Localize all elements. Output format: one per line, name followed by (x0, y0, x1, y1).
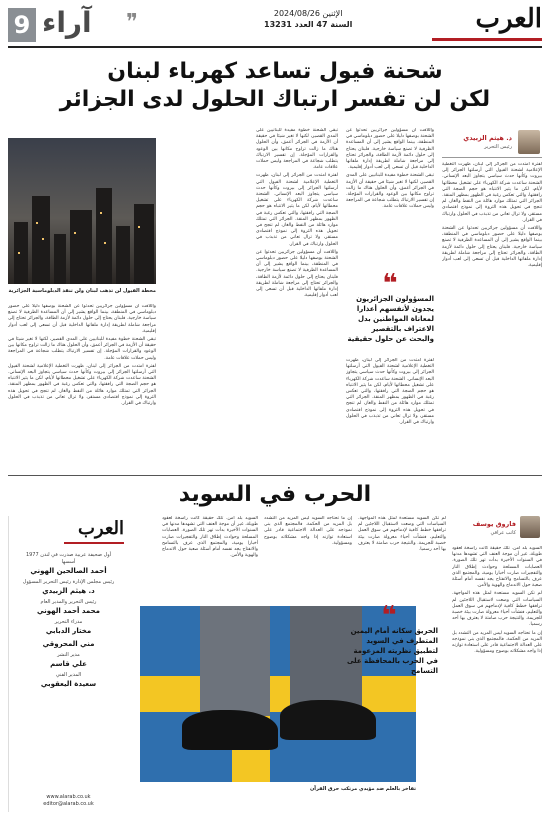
email-link[interactable]: editor@alarab.co.uk (43, 801, 94, 807)
sidebar-role-name: مختار الدبابي (45, 627, 92, 635)
sidebar-logo-underline (64, 542, 124, 544)
pull-quote (346, 269, 434, 344)
sweden-column-4 (162, 516, 258, 600)
photo-caption-2: تفاخر بالعلم ضد مؤيدي مرتكب حرق القرآن (310, 786, 416, 792)
article-column-3 (256, 128, 338, 462)
sweden-column-1 (452, 546, 542, 812)
author-role-2: كاتب عراقي (490, 530, 516, 536)
newspaper-logo: العرب (475, 4, 542, 34)
column-text-repeat: تبقى الشحنة خطوة مفيدة للبنانيين على المدى القصير، لكنها لا تغير شيئا في حقيقة أن الأزمة في الجزائر أعمق، وأن الحلول هناك ما زالت تراوح مكانها بين الوعود والقرارات المؤجلة. إن تفسير الارتباك يتطلب شجاعة في المراجعة وليس حملات علاقات عامة. (346, 173, 434, 210)
column-text-repeat: واللافت أن مسؤولين جزائريين تحدثوا عن الشحنة بوصفها دليلا على حضور دبلوماسي في المنطقة، بينما الواقع يشير إلى أن المساعدة الظرفية لا تصنع سياسة خارجية. فلبنان يحتاج إلى حلول دائمة لأزمة الطاقة، والجزائر تحتاج إلى مراجعة شاملة لطريقة إدارة ملفاتها الداخلية قبل أن تسعى إلى لعب أدوار إقليمية. (442, 226, 542, 269)
sweden-column-3 (264, 516, 352, 600)
sidebar-founder-label: أسسها (61, 559, 76, 565)
column-text: السويد بلد آمن. تلك حقيقة كانت راسخة لعقود طويلة، غير أن موجة العنف التي تشهدها مدنها في السنوات الأخيرة بدأت تهز تلك الصورة. العصابات المسلحة وحوادث إطلاق النار والتفجيرات صارت أخبارا يومية، والمجتمع الذي عرف بالتسامح والانفتاح يجد نفسه أمام أسئلة صعبة حول الاندماج والهوية والأمن. (452, 546, 542, 589)
article-lebanon (8, 128, 542, 468)
author-name: د. هيثم الزبيدي (463, 134, 512, 142)
column-text: واللافت أن مسؤولين جزائريين تحدثوا عن الشحنة بوصفها دليلا على حضور دبلوماسي في المنطقة، بينما الواقع يشير إلى أن المساعدة الظرفية لا تصنع سياسة خارجية. فلبنان يحتاج إلى حلول دائمة لأزمة الطاقة، والجزائر تحتاج إلى مراجعة شاملة لطريقة إدارة ملفاتها الداخلية قبل أن تسعى إلى لعب أدوار إقليمية. (346, 128, 434, 171)
flag-cross-horizontal (140, 676, 416, 712)
column-text-repeat-2: واللافت أن مسؤولين جزائريين تحدثوا عن الشحنة بوصفها دليلا على حضور دبلوماسي في المنطقة، بينما الواقع يشير إلى أن المساعدة الظرفية لا تصنع سياسة خارجية. فلبنان يحتاج إلى حلول دائمة لأزمة الطاقة، والجزائر تحتاج إلى مراجعة شاملة لطريقة إدارة ملفاتها الداخلية قبل أن تسعى إلى لعب أدوار إقليمية. (256, 249, 338, 299)
sidebar-role-label: رئيس مجلس الإدارة رئيس التحرير المسؤول (22, 579, 115, 585)
section-title: آراء (42, 6, 92, 39)
website-link[interactable]: www.alarab.co.uk (46, 794, 91, 800)
leg-left (200, 606, 270, 716)
sidebar-role-name: مني المحروقي (42, 640, 95, 648)
quote-mark-icon: ❝ (382, 269, 398, 299)
column-text-repeat-2: إن ما تحتاجه السويد ليس المزيد من التشدد بل المزيد من الحكمة. فالمجتمع الذي بنى نموذجه على العدالة الاجتماعية قادر على استعادة توازنه إذا واجه مشكلاته بوضوح ومسؤولية. (452, 630, 542, 655)
main-headline (20, 58, 530, 114)
headline-line-1: شحنة فيول تساعد كهرباء لبنان (107, 59, 443, 84)
author-role: رئيس التحرير (484, 144, 512, 150)
pull-quote-2 (340, 601, 438, 676)
column-text-repeat: تبقى الشحنة خطوة مفيدة للبنانيين على المدى القصير، لكنها لا تغير شيئا في حقيقة أن الأزمة في الجزائر أعمق، وأن الحلول هناك ما زالت تراوح مكانها بين الوعود والقرارات المؤجلة. إن تفسير الارتباك يتطلب شجاعة في المراجعة وليس حملات علاقات عامة. (8, 337, 156, 361)
masthead (8, 4, 542, 48)
article-column-4 (8, 304, 156, 462)
author-box (442, 128, 542, 158)
sidebar-role-label: رئيس التحرير والمدير العام (40, 599, 97, 605)
sidebar-role-name: د. هيثم الزبيدي (42, 587, 95, 595)
pull-quote-2-text: الحريق سكانه أمام اليمين المتطرف في السويد لتطبيق نظريته المزعومة في الحرب بالمحافظة على التسامح (346, 627, 438, 675)
sidebar-role-name: محمد أحمد الهوني (37, 607, 100, 615)
column-text: لفترة امتدت من الجزائر إلى لبنان، ظهرت التغطية الإعلامية لشحنة الفيول التي أرسلتها الجزائر إلى بيروت وكأنها حدث سياسي يتجاوز البعد الإنساني. الشحنة ساعدت شركة الكهرباء على تشغيل محطاتها لأيام، لكن ما يثير الانتباه هو حجم الضجة التي رافقتها، والتي تعكس رغبة في الظهور بمظهر المنقذ. الجزائر التي تمتلك موارد هائلة من النفط والغاز، لم تنجح في تحويل هذه الثروة إلى نموذج اقتصادي مستقر، ولا تزال تعاني من تذبذب في الحلول وارتباك في القرار. (442, 162, 542, 223)
column-text: لفترة امتدت من الجزائر إلى لبنان، ظهرت التغطية الإعلامية لشحنة الفيول التي أرسلتها الجزائر إلى بيروت وكأنها حدث سياسي يتجاوز البعد الإنساني. الشحنة ساعدت شركة الكهرباء على تشغيل محطاتها لأيام، لكن ما يثير الانتباه هو حجم الضجة التي رافقتها، والتي تعكس رغبة في الظهور بمظهر المنقذ. الجزائر التي تمتلك موارد هائلة من النفط والغاز، لم تنجح في تحويل هذه الثروة إلى نموذج اقتصادي مستقر، ولا تزال تعاني من تذبذب في الحلول وارتباك في القرار. (346, 358, 434, 426)
sidebar-intro: أول صحيفة عربية صدرت في لندن 1977 (25, 552, 112, 558)
quote-mark-icon: ❝ (381, 601, 397, 631)
author-name-2: فاروق يوسف (472, 520, 516, 528)
column-text: إن ما تحتاجه السويد ليس المزيد من التشدد بل المزيد من الحكمة. فالمجتمع الذي بنى نموذجه على العدالة الاجتماعية قادر على استعادة توازنه إذا واجه مشكلاته بوضوح ومسؤولية. (264, 516, 352, 546)
sidebar-contact (13, 794, 124, 808)
beirut-night-photo (8, 138, 156, 284)
section-divider (8, 475, 542, 476)
sidebar-logo: العرب (77, 518, 124, 539)
author-box-2 (452, 516, 542, 542)
author-photo (518, 130, 540, 154)
author-photo-2 (520, 516, 540, 538)
sidebar-role-name: علي قاسم (50, 660, 87, 668)
sidebar-founder: أحمد الصالحين الهوني (30, 567, 107, 575)
date-line: الإثنين 2024/08/26 (273, 9, 343, 18)
sidebar-role-label: المدير الفني (55, 672, 82, 678)
headline-line-2: لكن لن تفسر ارتباك الحلول لدى الجزائر (59, 87, 491, 112)
pull-quote-text: المسؤولون الجزائريون يجدون لأنفسهم أعذارا لمعاناة المواطنين بدل الاعتراف بالتقصير والبحث عن حلول حقيقية (347, 295, 434, 343)
shoe-left (182, 710, 278, 750)
shoe-right (280, 700, 376, 740)
date-box (264, 8, 352, 30)
column-text-repeat: لفترة امتدت من الجزائر إلى لبنان، ظهرت التغطية الإعلامية لشحنة الفيول التي أرسلتها الجزائر إلى بيروت وكأنها حدث سياسي يتجاوز البعد الإنساني. الشحنة ساعدت شركة الكهرباء على تشغيل محطاتها لأيام، لكن ما يثير الانتباه هو حجم الضجة التي رافقتها، والتي تعكس رغبة في الظهور بمظهر المنقذ. الجزائر التي تمتلك موارد هائلة من النفط والغاز، لم تنجح في تحويل هذه الثروة إلى نموذج اقتصادي مستقر، ولا تزال تعاني من تذبذب في الحلول وارتباك في القرار. (256, 173, 338, 247)
sidebar-role-name: سعيدة اليعقوبي (40, 680, 97, 688)
quote-icon: ❞ (126, 10, 138, 35)
column-text: واللافت أن مسؤولين جزائريين تحدثوا عن الشحنة بوصفها دليلا على حضور دبلوماسي في المنطقة، بينما الواقع يشير إلى أن المساعدة الظرفية لا تصنع سياسة خارجية. فلبنان يحتاج إلى حلول دائمة لأزمة الطاقة، والجزائر تحتاج إلى مراجعة شاملة لطريقة إدارة ملفاتها الداخلية قبل أن تسعى إلى لعب أدوار إقليمية. (8, 304, 156, 334)
column-text: لم تكن السويد مستعدة لمثل هذه المواجهة. السياسات التي وضعت لاستقبال اللاجئين لم ترافقها خطط كافية لإدماجهم في سوق العمل والتعليم، فنشأت أحياء معزولة صارت بيئة خصبة للجريمة. والنتيجة حرب صامتة لا يعترف بها أحد رسميا. (358, 516, 446, 553)
column-text: تبقى الشحنة خطوة مفيدة للبنانيين على المدى القصير، لكنها لا تغير شيئا في حقيقة أن الأزمة في الجزائر أعمق، وأن الحلول هناك ما زالت تراوح مكانها بين الوعود والقرارات المؤجلة. إن تفسير الارتباك يتطلب شجاعة في المراجعة وليس حملات علاقات عامة. (256, 128, 338, 171)
second-headline: الحرب في السويد (178, 482, 372, 507)
photo-caption: محطة الفيول لن تذهب لبنان ولن تنقذ الدبلوماسية الجزائرية (8, 288, 156, 294)
logo-underline (432, 38, 542, 41)
article-sweden (8, 516, 542, 816)
sidebar-role-label: مدراء التحرير (54, 619, 83, 625)
sweden-column-2 (358, 516, 446, 600)
page-number: 9 (8, 8, 36, 42)
sidebar-role-label: مدير النشر (57, 652, 80, 658)
sidebar-staff-list (13, 552, 124, 692)
article-column-2 (346, 128, 434, 268)
issue-line: السنة 47 العدد 13231 (264, 20, 353, 29)
article-column-2b (346, 358, 434, 462)
column-text: السويد بلد آمن. تلك حقيقة كانت راسخة لعقود طويلة، غير أن موجة العنف التي تشهدها مدنها في السنوات الأخيرة بدأت تهز تلك الصورة. العصابات المسلحة وحوادث إطلاق النار والتفجيرات صارت أخبارا يومية، والمجتمع الذي عرف بالتسامح والانفتاح يجد نفسه أمام أسئلة صعبة حول الاندماج والهوية والأمن. (162, 516, 258, 559)
masthead-sidebar (8, 516, 128, 812)
column-text-repeat: لم تكن السويد مستعدة لمثل هذه المواجهة. السياسات التي وضعت لاستقبال اللاجئين لم ترافقها خطط كافية لإدماجهم في سوق العمل والتعليم، فنشأت أحياء معزولة صارت بيئة خصبة للجريمة. والنتيجة حرب صامتة لا يعترف بها أحد رسميا. (452, 591, 542, 628)
article-column-1 (442, 162, 542, 462)
column-text-repeat-2: لفترة امتدت من الجزائر إلى لبنان، ظهرت التغطية الإعلامية لشحنة الفيول التي أرسلتها الجزائر إلى بيروت وكأنها حدث سياسي يتجاوز البعد الإنساني. الشحنة ساعدت شركة الكهرباء على تشغيل محطاتها لأيام، لكن ما يثير الانتباه هو حجم الضجة التي رافقتها، والتي تعكس رغبة في الظهور بمظهر المنقذ. الجزائر التي تمتلك موارد هائلة من النفط والغاز، لم تنجح في تحويل هذه الثروة إلى نموذج اقتصادي مستقر، ولا تزال تعاني من تذبذب في الحلول وارتباك في القرار. (8, 363, 156, 407)
